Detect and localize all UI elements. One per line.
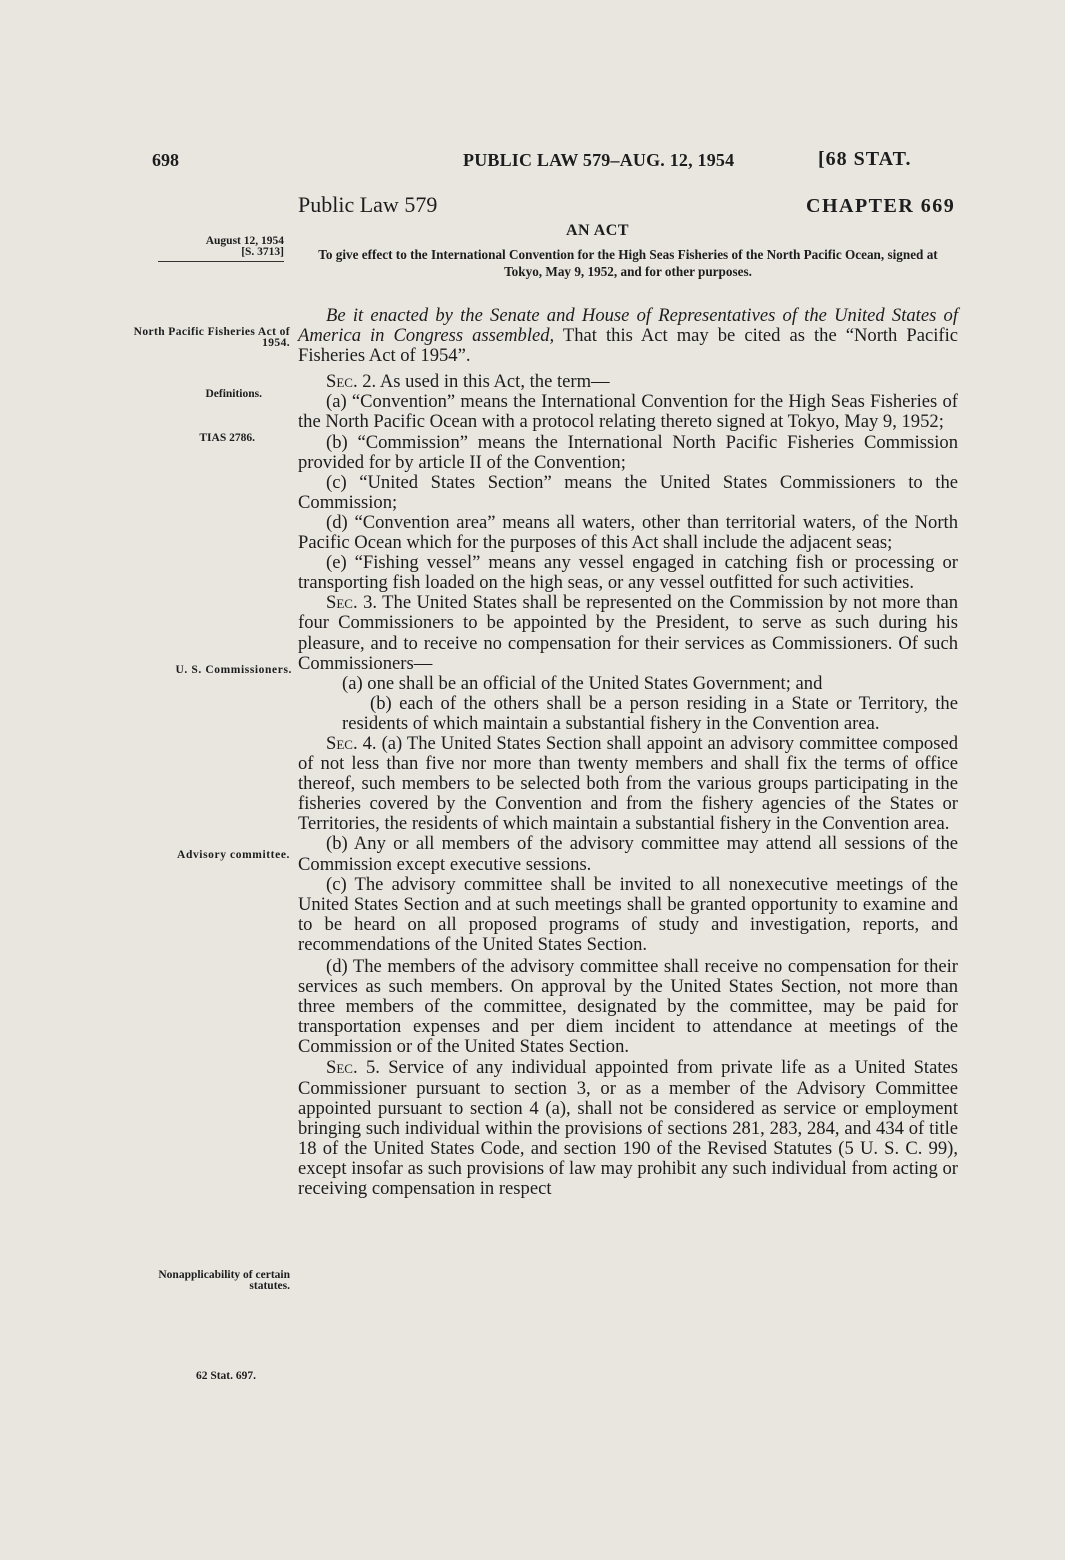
act-body	[298, 306, 958, 1199]
chapter-number: CHAPTER 669	[806, 195, 956, 217]
definition-e: (e) “Fishing vessel” means any vessel engaged in catching fish or processing or transporting fish loaded on the high seas, or any vessel outfitted for such activities.	[298, 552, 958, 594]
margin-commissioners: U. S. Commissioners.	[175, 664, 292, 676]
section-2	[298, 372, 958, 392]
section-2-text: 2. As used in this Act, the term—	[357, 371, 610, 393]
margin-tias: TIAS 2786.	[199, 432, 255, 444]
act-label: AN ACT	[565, 222, 629, 239]
section-4-b: (b) Any or all members of the advisory committee may attend all sessions of the Commission except executive sessions.	[298, 833, 958, 875]
margin-nonapplicability: Nonapplicability of certain statutes.	[158, 1269, 290, 1292]
page-number: 698	[152, 150, 179, 170]
section-5-text: 5. Service of any individual appointed from private life as a United States Commissioner pursuant to section 3, or as a member of the Advisory Committee appointed pursuant to section 4 (a), shall not be considered as service or employment bringing such individual within the provisions of sections 281, 283, 284, and 434 of title 18 of the United States Code, and section 190 of the Revised Statutes (5 U. S. C. 99), except insofar as such provisions of law may prohibit any such individual from acting or receiving compensation in respect	[298, 1057, 958, 1200]
section-3	[298, 593, 958, 673]
law-number: Public Law 579	[298, 192, 438, 217]
margin-stat-ref: 62 Stat. 697.	[195, 1370, 256, 1382]
definition-c: (c) “United States Section” means the United States Commissioners to the Commission;	[298, 471, 958, 513]
section-4-d: (d) The members of the advisory committee shall receive no compensation for their services as such members. On approval by the United States Section, not more than three members of the committee, designated by the committee, may be paid for transportation expenses and per diem incident to attendance at meetings of the Commission or of the United States Section.	[298, 956, 958, 1058]
section-4-c: (c) The advisory committee shall be invited to all nonexecutive meetings of the United States Section and at such meetings shall be granted opportunity to examine and to be heard on all proposed programs of study and investigation, reports, and recommendations of the United States Section.	[298, 873, 958, 955]
section-3-a: (a) one shall be an official of the United States Government; and	[342, 672, 823, 694]
enacting-clause	[298, 306, 958, 366]
statute-reference: [68 STAT.	[818, 148, 912, 170]
margin-date-block	[158, 236, 284, 262]
definition-b: (b) “Commission” means the International North Pacific Fisheries Commission provided for by article II of the Convention;	[298, 431, 958, 473]
definition-a: (a) “Convention” means the International Convention for the High Seas Fisheries of the North Pacific Ocean with a protocol relating thereto signed at Tokyo, May 9, 1952;	[298, 391, 958, 433]
enacting-rest: That this Act may be cited as the “North Pacific Fisheries Act of 1954”.	[298, 325, 958, 367]
section-3-b: (b) each of the others shall be a person residing in a State or Territory, the residents of which maintain a substantial fishery in the Convention area.	[342, 692, 958, 734]
margin-bill: [S. 3713]	[241, 246, 284, 258]
running-title: PUBLIC LAW 579–AUG. 12, 1954	[463, 150, 735, 170]
section-5	[298, 1058, 958, 1199]
section-label: Sec.	[326, 1057, 358, 1079]
act-purpose: To give effect to the International Convention for the High Seas Fisheries of the North Pacific Ocean, signed at Tokyo, May 9, 1952, and for other purposes.	[318, 247, 938, 279]
section-4-a	[298, 734, 958, 834]
running-header	[0, 150, 1065, 180]
enacting-italic: Be it enacted by the Senate and House of Representatives of the United States of America in Congress assembled,	[298, 305, 958, 347]
definition-d: (d) “Convention area” means all waters, other than territorial waters, of the North Pacific Ocean which for the purposes of this Act shall include the adjacent seas;	[298, 511, 958, 554]
margin-advisory: Advisory committee.	[177, 849, 290, 861]
section-3-text: 3. The United States shall be represented on the Commission by not more than four Commissioners to be appointed by the President, to serve as such during his pleasure, and to receive no compensation for their services as Commissioners. Of such Commissioners—	[298, 592, 958, 674]
margin-definitions: Definitions.	[205, 388, 262, 400]
section-label: Sec.	[326, 732, 358, 754]
margin-short-title: North Pacific Fisheries Act of 1954.	[133, 326, 290, 349]
section-label: Sec.	[326, 592, 358, 614]
section-4-a-text: 4. (a) The United States Section shall appoint an advisory committee composed of not less than five nor more than twenty members and shall fix the terms of office thereof, such members to be selected both from the various groups participating in the fisheries covered by the Convention and from the fishery agencies of the States or Territories, the residents of which maintain a substantial fishery in the Convention area.	[298, 732, 958, 835]
section-label: Sec.	[326, 371, 358, 393]
margin-date: August 12, 1954	[205, 235, 284, 247]
